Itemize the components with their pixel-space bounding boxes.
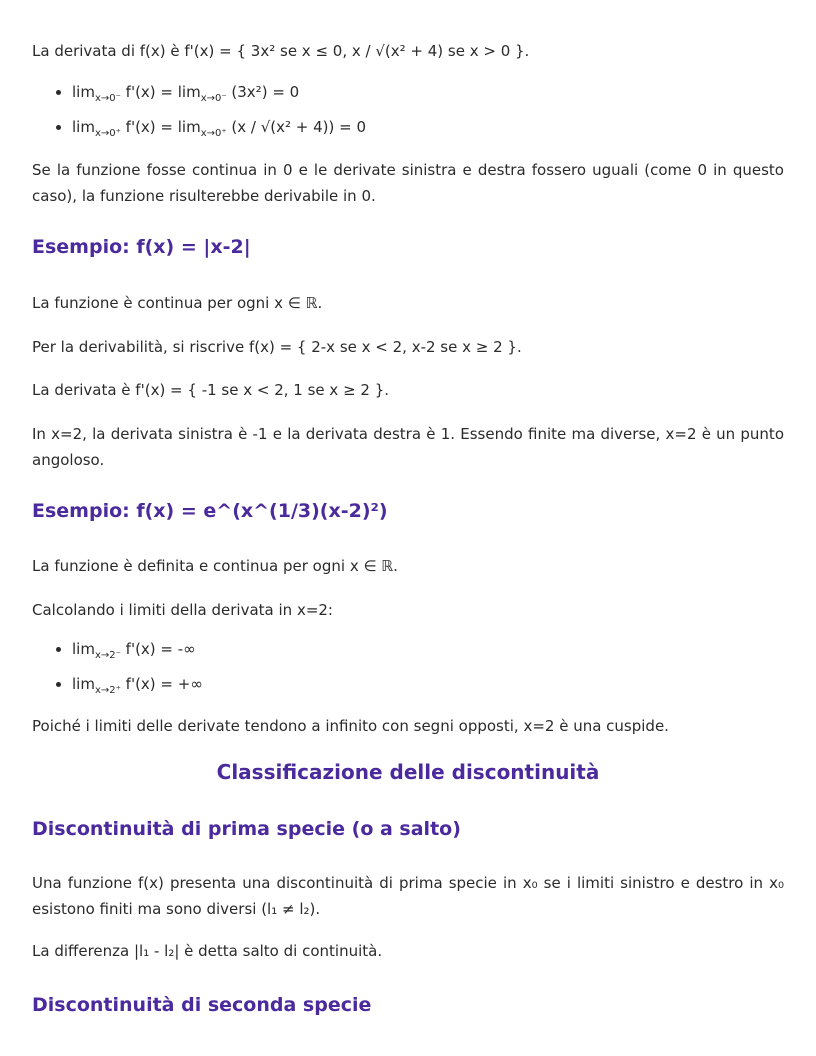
ex2-conclusion: Poiché i limiti delle derivate tendono a infinito con segni opposti, x=2 è una cuspide. bbox=[32, 717, 669, 735]
ex2-limits-intro: Calcolando i limiti della derivata in x=2: bbox=[32, 601, 333, 619]
derivative-definition: La derivata di f(x) è f'(x) = { 3x² se x ≤ 0, x / √(x² + 4) se x > 0 }. bbox=[32, 42, 530, 60]
limit-list-zero bbox=[32, 78, 816, 148]
ex1-conclusion: In x=2, la derivata sinistra è -1 e la derivata destra è 1. Essendo finite ma diverse, x=2 è un punto angoloso. bbox=[32, 425, 784, 469]
example-heading-exp: Esempio: f(x) = e^(x^(1/3)(x-2)²) bbox=[32, 500, 388, 522]
first-kind-jump: La differenza |l₁ - l₂| è detta salto di continuità. bbox=[32, 942, 383, 960]
derivability-note: Se la funzione fosse continua in 0 e le derivate sinistra e destra fossero uguali (come 0 in questo caso), la funzione risulterebbe derivabile in 0. bbox=[32, 161, 784, 205]
section-title: Classificazione delle discontinuità bbox=[216, 760, 600, 784]
ex2-continuity: La funzione è definita e continua per ogni x ∈ ℝ. bbox=[32, 557, 398, 575]
second-kind-heading: Discontinuità di seconda specie bbox=[32, 994, 372, 1016]
list-item: • $\lim_{x\to 0^+} f'(x) = \lim_{x\to 0^+} (x / √(x^2 + 4)) = 0$ bbox=[72, 113, 816, 148]
list-item: • $\lim_{x\to 2^+} f'(x)$ = +∞ bbox=[72, 670, 816, 705]
example-heading-abs: Esempio: f(x) = |x-2| bbox=[32, 236, 251, 258]
first-kind-definition: Una funzione f(x) presenta una discontinuità di prima specie in x₀ se i limiti sinistro e destro in x₀ esistono finiti ma sono diversi (l₁ ≠ l₂). bbox=[32, 874, 784, 918]
limit-list-two bbox=[32, 635, 816, 705]
first-kind-heading: Discontinuità di prima specie (o a salto) bbox=[32, 818, 461, 840]
list-item: • $\lim_{x\to 0^-} f'(x) = \lim_{x\to 0^-} (3x^2) = 0$ bbox=[72, 78, 816, 113]
ex1-continuity: La funzione è continua per ogni x ∈ ℝ. bbox=[32, 294, 323, 312]
ex1-rewrite: Per la derivabilità, si riscrive f(x) = { 2-x se x < 2, x-2 se x ≥ 2 }. bbox=[32, 338, 522, 356]
ex1-derivative: La derivata è f'(x) = { -1 se x < 2, 1 se x ≥ 2 }. bbox=[32, 381, 390, 399]
list-item: • $\lim_{x\to 2^-} f'(x)$ = -∞ bbox=[72, 635, 816, 670]
